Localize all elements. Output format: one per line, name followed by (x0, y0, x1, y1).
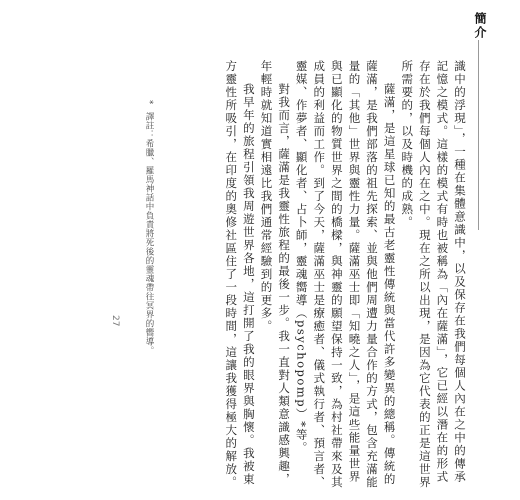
paragraph-3: 對我而言，薩滿是我靈性旅程的最後一步。我一直對人類意識感興趣，年輕時就知道實相遠比我們通常經驗到的更多。 (259, 60, 292, 486)
footnote (135, 100, 155, 430)
body-text (168, 60, 468, 490)
paragraph-2: 薩滿，是這星球已知的最古老靈性傳統與當代許多變異的總稱。傳統的薩滿，是我們部落的祖先探索、並與他們周遭力量合作的方式，包含充滿能量的「其他」世界與靈性力量。薩滿巫士即「知曉之人」，是這些能量世界與已顯化的物質世界之間的橋樑，與神靈的願望保持一致，為村社帶來及其成員的利益而工作。到了今天，薩滿巫士是療癒者、儀式執行者、預言者、靈媒、作夢者、顯化者、占卜師，靈魂嚮導（psychopomp）*等。 (294, 60, 397, 489)
running-header: 簡介 (473, 12, 487, 40)
page-number: 27 (110, 315, 120, 327)
header-rule (478, 40, 479, 230)
paragraph-4: 我早年的旅程引領我周遊世界各地，這打開了我的眼界與胸懷。我被東方靈性所吸引，在印度的奧修社區住了一段時間，這讓我獲得極大的解放。 (224, 60, 256, 489)
paragraph-1: 識中的浮現」，一種在集體意識中，以及保存在我們每個人內在之中的傳承記憶之模式。這樣的模式有時也被稱為「內在薩滿」，它已經以潛在的形式存在於我們每個人內在之中。現在之所以出現，是因為它代表的正是這世界所需要的，以及時機的成熟。 (400, 60, 467, 489)
footnote-marker: * (144, 100, 154, 105)
footnote-text: 譯註：希臘、羅馬神話中負責將死後的靈魂帶往冥界的嚮導。 (144, 111, 154, 355)
